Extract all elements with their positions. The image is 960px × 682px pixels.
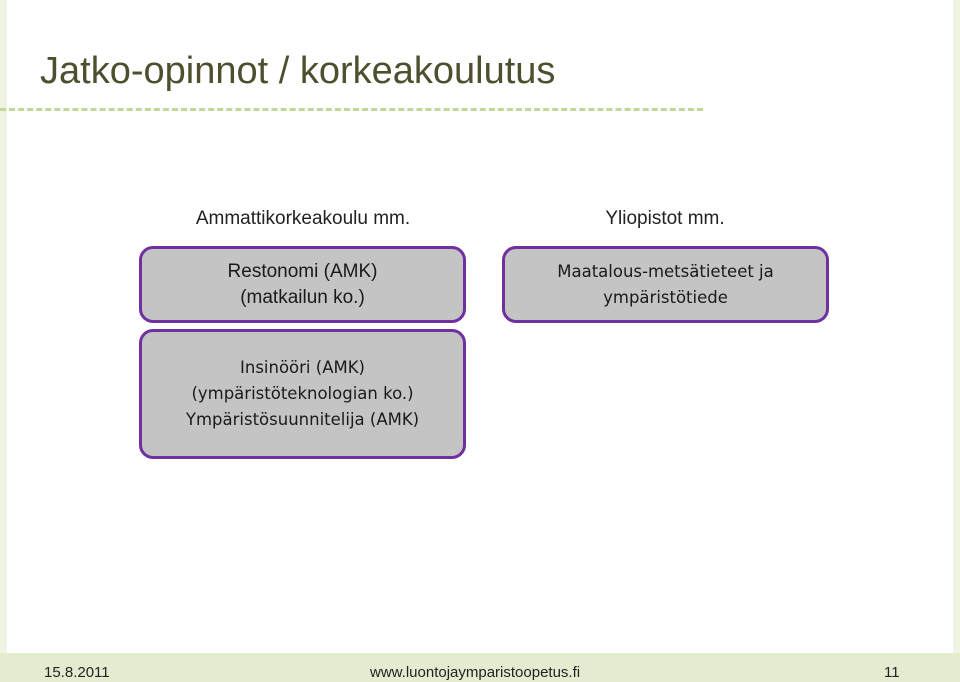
maatalous-box [502, 246, 829, 323]
insinoori-line-1: Insinööri (AMK) [240, 358, 365, 377]
insinoori-line-2: (ympäristöteknologian ko.) [191, 384, 414, 403]
title-divider [0, 108, 703, 111]
page-number: 11 [884, 664, 900, 681]
insinoori-line-3: Ympäristösuunnitelija (AMK) [185, 410, 420, 429]
footer-url: www.luontojaymparistoopetus.fi [370, 664, 581, 681]
slide-title: Jatko-opinnot / korkeakoulutus [40, 50, 556, 92]
right-side-band [953, 0, 960, 682]
maatalous-line-1: Maatalous-metsätieteet ja [557, 261, 774, 281]
amk-column-heading: Ammattikorkeakoulu mm. [195, 208, 411, 229]
restonomi-line-2: (matkailun ko.) [240, 286, 365, 308]
restonomi-box [139, 246, 466, 323]
university-column-heading: Yliopistot mm. [605, 208, 725, 229]
maatalous-line-2: ympäristötiede [603, 287, 728, 307]
insinoori-box [139, 329, 466, 459]
left-side-band [0, 0, 7, 682]
footer-date: 15.8.2011 [44, 664, 110, 681]
restonomi-line-1: Restonomi (AMK) [227, 260, 378, 282]
